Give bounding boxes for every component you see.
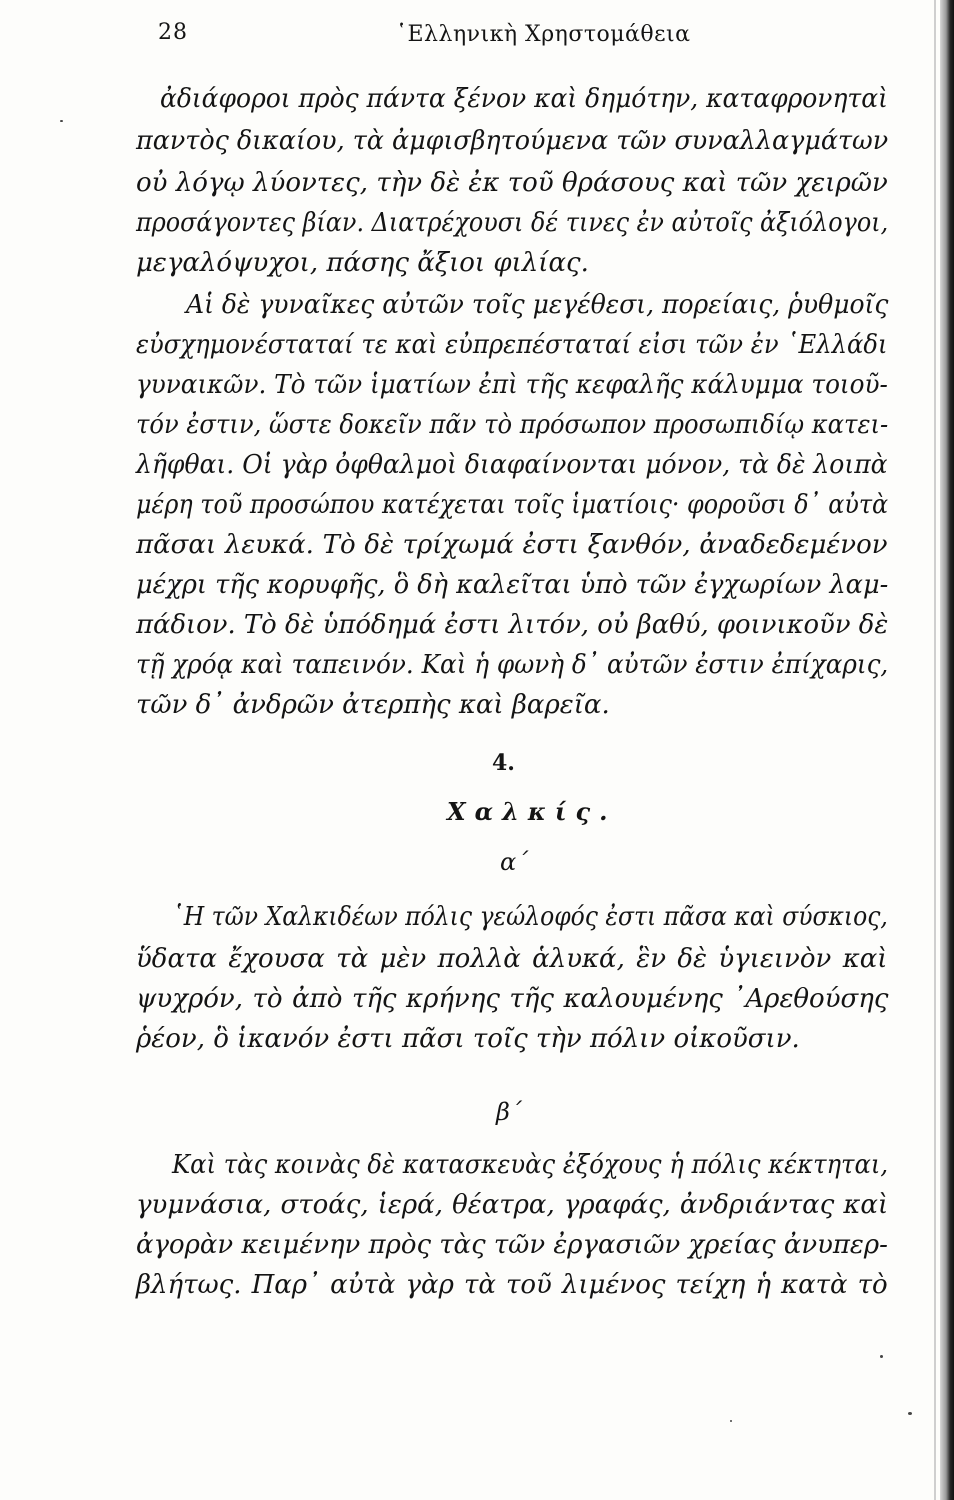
text-line: γυναικῶν. Τὸ τῶν ἱματίων ἐπὶ τῆς κεφαλῆς κάλυμμα τοιοῦ- — [136, 370, 888, 400]
text-line: ῥέον, ὃ ἱκανόν ἐστι πᾶσι τοῖς τὴν πόλιν οἰκοῦσιν. — [136, 1024, 800, 1054]
text-line: ἀγορὰν κειμένην πρὸς τὰς τῶν ἐργασιῶν χρείας ἀνυπερ- — [136, 1230, 888, 1260]
page-edge-line — [934, 0, 936, 1500]
page-edge-shadow — [940, 0, 954, 1500]
text-line: μέρη τοῦ προσώπου κατέχεται τοῖς ἱματίοις· φοροῦσι δ᾽ αὐτὰ — [136, 490, 889, 520]
text-line: ὕδατα ἔχουσα τὰ μὲν πολλὰ ἁλυκά, ἓν δὲ ὑγιεινὸν καὶ — [136, 944, 888, 974]
running-head: ῾Ελληνικὴ Χρηστομάθεια — [396, 22, 691, 47]
text-line: ψυχρόν, τὸ ἀπὸ τῆς κρήνης τῆς καλουμένης ᾽Αρεθούσης — [136, 984, 889, 1014]
text-line: τῇ χρόᾳ καὶ ταπεινόν. Καὶ ἡ φωνὴ δ᾽ αὐτῶν ἐστιν ἐπίχαρις, — [136, 650, 889, 680]
print-speck — [60, 120, 63, 122]
text-line: μέχρι τῆς κορυφῆς, ὃ δὴ καλεῖται ὑπὸ τῶν ἐγχωρίων λαμ- — [136, 570, 889, 600]
text-line: λῆφθαι. Οἱ γὰρ ὀφθαλμοὶ διαφαίνονται μόνον, τὰ δὲ λοιπὰ — [136, 450, 888, 480]
text-line: Καὶ τὰς κοινὰς δὲ κατασκευὰς ἐξόχους ἡ πόλις κέκτηται, — [172, 1150, 889, 1180]
text-line: βλήτως. Παρ᾽ αὐτὰ γὰρ τὰ τοῦ λιμένος τείχη ἡ κατὰ τὸ — [136, 1270, 888, 1300]
section-number: 4. — [492, 750, 515, 776]
text-line: πᾶσαι λευκά. Τὸ δὲ τρίχωμά ἐστι ξανθόν, ἀναδεδεμένον — [136, 530, 888, 560]
page-header — [0, 20, 954, 60]
print-speck — [880, 1355, 883, 1358]
page-number: 28 — [158, 20, 188, 45]
text-line: τῶν δ᾽ ἀνδρῶν ἀτερπὴς καὶ βαρεῖα. — [136, 690, 610, 720]
text-line: οὐ λόγῳ λύοντες, τὴν δὲ ἐκ τοῦ θράσους καὶ τῶν χειρῶν — [136, 168, 888, 198]
text-line: τόν ἐστιν, ὥστε δοκεῖν πᾶν τὸ πρόσωπον προσωπιδίῳ κατει- — [136, 410, 889, 440]
text-line: μεγαλόψυχοι, πάσης ἄξιοι φιλίας. — [136, 248, 589, 278]
text-line: γυμνάσια, στοάς, ἱερά, θέατρα, γραφάς, ἀνδριάντας καὶ — [136, 1190, 889, 1220]
print-speck — [730, 1420, 732, 1422]
text-line: πάδιον. Τὸ δὲ ὑπόδημά ἐστι λιτόν, οὐ βαθύ, φοινικοῦν δὲ — [136, 610, 889, 640]
subsection-alpha: α´ — [500, 848, 529, 876]
print-speck — [908, 1412, 912, 1415]
text-line: προσάγοντες βίαν. Διατρέχουσι δέ τινες ἐν αὐτοῖς ἀξιόλογοι, — [136, 208, 889, 238]
subsection-beta: β´ — [496, 1098, 522, 1126]
text-line: παντὸς δικαίου, τὰ ἀμφισβητούμενα τῶν συναλλαγμάτων — [136, 126, 889, 156]
text-line: ῾Η τῶν Χαλκιδέων πόλις γεώλοφός ἐστι πᾶσα καὶ σύσκιος, — [172, 902, 888, 932]
text-line: εὐσχημονέσταταί τε καὶ εὐπρεπέσταταί εἰσι τῶν ἐν ῾Ελλάδι — [136, 330, 888, 360]
text-line: Αἱ δὲ γυναῖκες αὐτῶν τοῖς μεγέθεσι, πορείαις, ῥυθμοῖς — [186, 290, 889, 320]
text-line: ἀδιάφοροι πρὸς πάντα ξένον καὶ δημότην, καταφρονηταὶ — [160, 84, 888, 114]
section-title: Χαλκίς. — [447, 797, 617, 826]
